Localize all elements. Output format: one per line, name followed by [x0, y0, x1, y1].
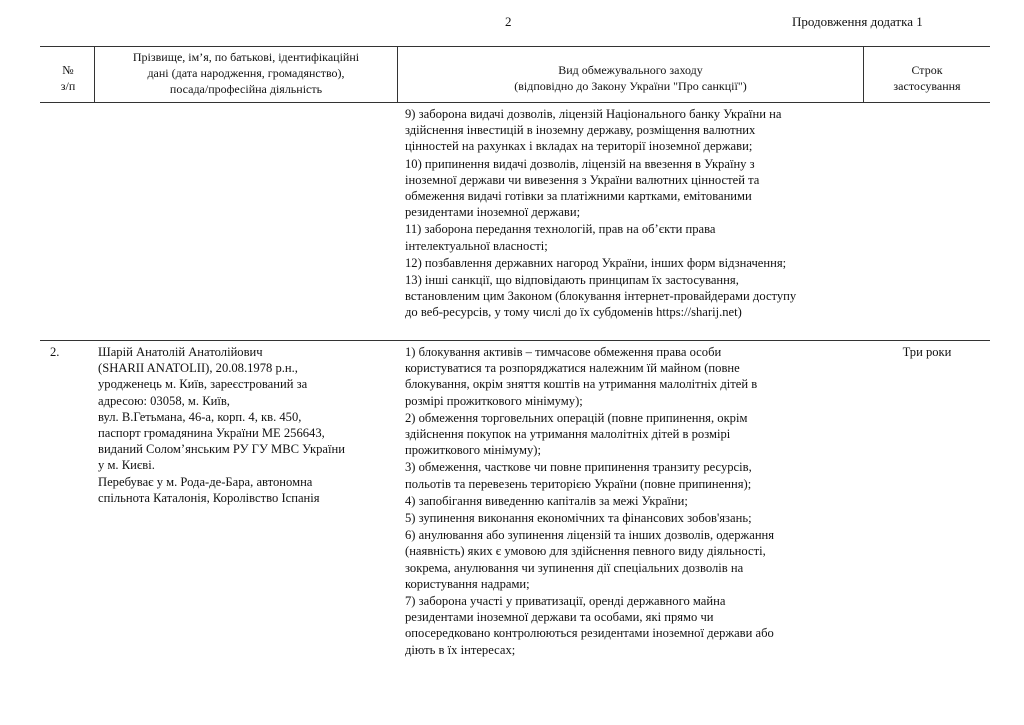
row1-measures	[405, 106, 860, 321]
column-header-person: Прізвище, ім’я, по батькові, ідентифікаційні дані (дата народження, громадянство), посада/професійна діяльність	[132, 50, 360, 96]
column-divider-1	[94, 46, 95, 102]
row2-number: 2.	[50, 345, 60, 359]
measure-item: 4) запобігання виведенню капіталів за межі України;	[405, 493, 688, 508]
measure-item: 13) інші санкції, що відповідають принципам їх застосування, встановленим цим Законом (блокування інтернет-провайдерами доступу до веб-ресурсів, у тому числі до їх субдоменів https://sharij.net)	[405, 273, 797, 320]
measure-item: 9) заборона видачі дозволів, ліцензій Національного банку України на здійснення інвестицій в іноземну державу, розміщення валютних цінностей на рахунках і вкладах на території іноземної держави;	[405, 107, 782, 154]
row2-term: Три роки	[902, 345, 952, 359]
row2-person-details: Шарій Анатолій Анатолійович (SHARII ANATOLII), 20.08.1978 р.н., уродженець м. Київ, зареєстрований за адресою: 03058, м. Київ, вул. В.Гетьмана, 46-а, корп. 4, кв. 450, паспорт громадянина України МЕ 256643, виданий Солом’янським РУ ГУ МВС України у м. Києві. Перебуває у м. Рода-де-Бара, автономна спільнота Каталонія, Королівство Іспанія	[98, 345, 345, 505]
measure-item: 1) блокування активів – тимчасове обмеження права особи користуватися та розпоряджатися належним їй майном (повне блокування, окрім зняття коштів на утримання малолітніх дітей в розмірі прожиткового мінімуму);	[405, 345, 758, 408]
page-number: 2	[505, 14, 512, 29]
column-header-measure: Вид обмежувального заходу (відповідно до Закону України "Про санкції")	[514, 63, 747, 93]
measure-item: 11) заборона передання технологій, прав на об’єкти права інтелектуальної власності;	[405, 222, 716, 253]
column-header-term: Строк застосування	[893, 63, 961, 93]
column-divider-3	[863, 46, 864, 102]
header-bottom-border	[40, 102, 990, 103]
column-divider-2	[397, 46, 398, 102]
table-top-border	[40, 46, 990, 47]
measure-item: 7) заборона участі у приватизації, оренді державного майна резидентами іноземної держави та особами, які прямо чи опосередковано контролюються резидентами іноземної держави або діють в їх інтересах;	[405, 594, 774, 657]
measure-item: 2) обмеження торговельних операцій (повне припинення, окрім здійснення покупок на утримання малолітніх дітей в розмірі прожиткового мінімуму);	[405, 410, 748, 458]
row2-measures	[405, 344, 860, 658]
measure-item: 6) анулювання або зупинення ліцензій та інших дозволів, одержання (наявність) яких є умовою для здійснення певного виду діяльності, зокрема, анулювання чи зупинення дії спеціальних дозволів на користування надрами;	[405, 528, 775, 591]
continuation-label: Продовження додатка 1	[792, 14, 923, 29]
measure-item: 10) припинення видачі дозволів, ліцензій на ввезення в Україну з іноземної держави чи вивезення з України валютних цінностей та обмеження видачі готівки за платіжними картками, емітованими резидентами іноземної держави;	[405, 156, 760, 220]
column-header-number: № з/п	[60, 63, 76, 93]
row-divider	[40, 340, 990, 341]
measure-item: 3) обмеження, часткове чи повне припинення транзиту ресурсів, польотів та перевезень територією України (повне припинення);	[405, 460, 752, 491]
measure-item: 5) зупинення виконання економічних та фінансових зобов'язань;	[405, 511, 752, 526]
measure-item: 12) позбавлення державних нагород України, інших форм відзначення;	[405, 255, 787, 270]
